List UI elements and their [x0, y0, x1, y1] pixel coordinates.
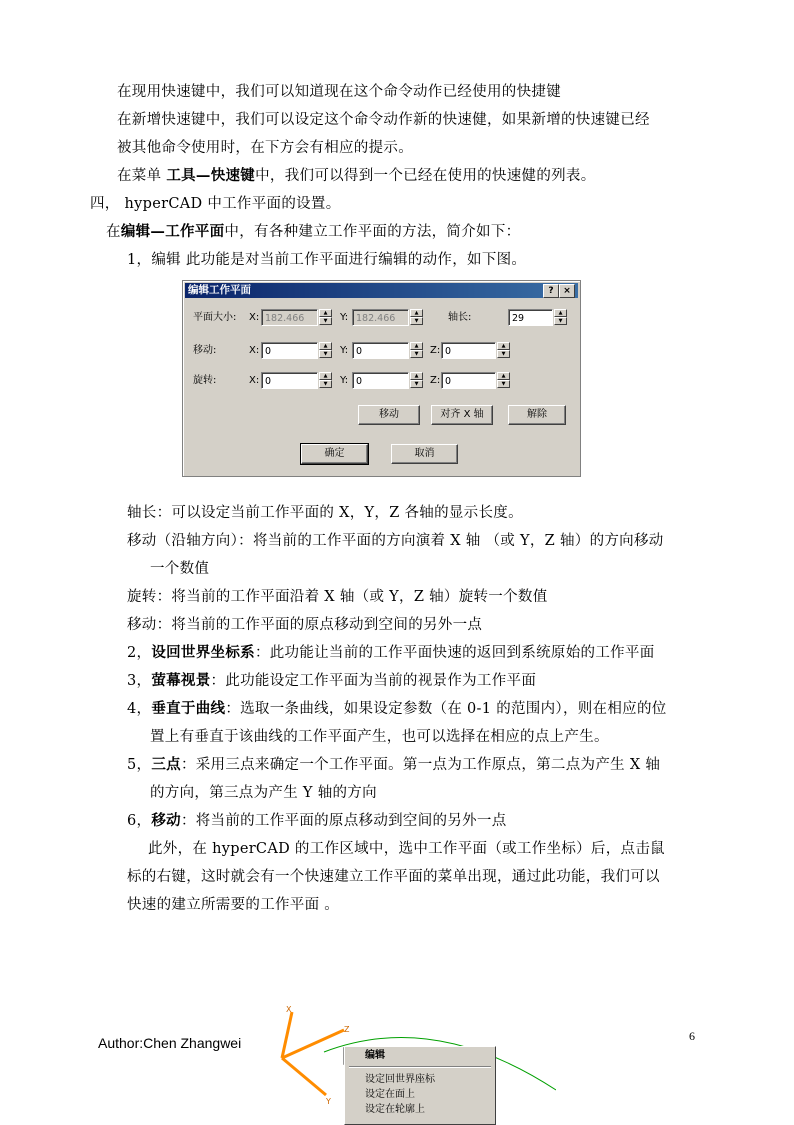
list-item [127, 671, 536, 691]
y-label: Y: [340, 312, 349, 323]
item-term: 移动 [151, 812, 181, 829]
item-term: 三点 [151, 756, 181, 773]
paragraph: 旋转：将当前的工作平面沿着 X 轴（或 Y，Z 轴）旋转一个数值 [127, 589, 548, 605]
menu-path: 编辑—工作平面 [120, 223, 225, 240]
plane-size-x-field[interactable]: 182.466 [261, 309, 318, 326]
menu-item-on-surface[interactable]: 设定在面上 [365, 1089, 415, 1100]
y-label: Y: [340, 375, 349, 386]
item-text: ：选取一条曲线，如果设定参数（在 0-1 的范围内），则在相应的位 [225, 701, 667, 717]
item-text: ：此功能让当前的工作平面快速的返回到系统原始的工作平面 [254, 645, 655, 661]
move-z-spinner[interactable]: ▲ ▼ [497, 342, 510, 359]
move-y-field[interactable]: 0 [352, 342, 409, 359]
paragraph: 1，编辑 此功能是对当前工作平面进行编辑的动作，如下图。 [127, 252, 527, 268]
menu-item-reset-world[interactable]: 设定回世界座标 [365, 1074, 435, 1085]
paragraph: 此外，在 hyperCAD 的工作区域中，选中工作平面（或工作坐标）后，点击鼠 [148, 841, 665, 857]
cancel-button[interactable]: 取消 [391, 444, 458, 464]
rotate-label: 旋转: [193, 375, 217, 386]
menu-item-on-contour[interactable]: 设定在轮廓上 [365, 1104, 425, 1115]
paragraph: 在新增快速键中，我们可以设定这个命令动作新的快速健，如果新增的快速键已经 [117, 112, 650, 128]
axis-length-label: 轴长: [448, 312, 472, 323]
paragraph: 移动（沿轴方向）：将当前的工作平面的方向演着 X 轴 （或 Y，Z 轴）的方向移动 [127, 533, 664, 549]
paragraph: 标的右键，这时就会有一个快速建立工作平面的菜单出现，通过此功能，我们可以 [127, 869, 660, 885]
ok-button[interactable]: 确定 [301, 444, 368, 464]
y-axis-line [282, 1058, 326, 1095]
paragraph: 在现用快速键中，我们可以知道现在这个命令动作已经使用的快捷键 [117, 84, 561, 100]
paragraph: 移动：将当前的工作平面的原点移动到空间的另外一点 [127, 617, 483, 633]
z-axis-line [282, 1030, 344, 1058]
align-x-button[interactable]: 对齐 X 轴 [431, 405, 493, 425]
text: 在菜单 [117, 168, 167, 184]
paragraph: 轴长：可以设定当前工作平面的 X，Y，Z 各轴的显示长度。 [127, 505, 523, 521]
text: 中，我们可以得到一个已经在使用的快速健的列表。 [255, 168, 596, 184]
axis-length-field[interactable]: 29 [508, 309, 553, 326]
item-number: 4， [127, 701, 152, 717]
x-label: X: [249, 375, 260, 386]
item-number: 5， [127, 757, 152, 773]
plane-size-y-spinner[interactable]: ▲ ▼ [410, 309, 423, 326]
item-term: 垂直于曲线 [151, 700, 226, 717]
context-menu-screenshot [264, 1000, 556, 1123]
move-z-field[interactable]: 0 [441, 342, 496, 359]
text: 中，有各种建立工作平面的方法，简介如下： [224, 224, 521, 240]
z-label: Z: [430, 345, 441, 356]
plane-size-y-field[interactable]: 182.466 [352, 309, 409, 326]
move-x-field[interactable]: 0 [261, 342, 318, 359]
item-number: 3， [127, 673, 152, 689]
menu-separator [349, 1066, 491, 1068]
plane-size-x-spinner[interactable]: ▲ ▼ [319, 309, 332, 326]
item-number: 2， [127, 645, 152, 661]
y-label: Y: [340, 345, 349, 356]
paragraph: 被其他命令使用时，在下方会有相应的提示。 [117, 140, 413, 156]
paragraph: 置上有垂直于该曲线的工作平面产生，也可以选择在相应的点上产生。 [150, 729, 609, 745]
move-button[interactable]: 移动 [358, 405, 420, 425]
axis-length-spinner[interactable]: ▲ ▼ [554, 309, 567, 326]
release-button[interactable]: 解除 [508, 405, 566, 425]
item-term: 设回世界坐标系 [151, 644, 255, 661]
plane-size-label: 平面大小: [193, 312, 237, 323]
paragraph [106, 222, 520, 242]
x-label: X: [249, 312, 260, 323]
help-button[interactable]: ? [543, 284, 559, 298]
paragraph: 一个数值 [150, 561, 210, 577]
rotate-x-field[interactable]: 0 [261, 372, 318, 389]
dialog-title: 编辑工作平面 [188, 284, 251, 296]
author-footer: Author:Chen Zhangwei [98, 1035, 242, 1051]
move-x-spinner[interactable]: ▲ ▼ [319, 342, 332, 359]
section-heading: 四， hyperCAD 中工作平面的设置。 [90, 196, 341, 212]
menu-path: 工具—快速键 [166, 167, 256, 184]
close-button[interactable]: × [559, 284, 575, 298]
item-text: ：将当前的工作平面的原点移动到空间的另外一点 [180, 813, 507, 829]
dialog-titlebar [185, 283, 578, 298]
y-axis-label: Y [326, 1097, 331, 1106]
edit-workplane-dialog [182, 280, 581, 477]
text: 在 [106, 224, 121, 240]
menu-title: 编辑 [365, 1050, 385, 1061]
item-text: ：采用三点来确定一个工作平面。第一点为工作原点，第二点为产生 X 轴 [180, 757, 661, 773]
item-number: 6， [127, 813, 152, 829]
paragraph: 快速的建立所需要的工作平面 。 [127, 897, 340, 913]
rotate-z-field[interactable]: 0 [441, 372, 496, 389]
move-label: 移动: [193, 345, 217, 356]
list-item [127, 643, 655, 663]
page-number: 6 [689, 1029, 695, 1043]
z-axis-label: Z [344, 1025, 350, 1034]
paragraph [117, 166, 596, 186]
x-axis-line [282, 1012, 292, 1058]
paragraph: 的方向，第三点为产生 Y 轴的方向 [150, 785, 377, 801]
rotate-y-field[interactable]: 0 [352, 372, 409, 389]
x-axis-label: X [286, 1005, 292, 1014]
x-label: X: [249, 345, 260, 356]
item-text: ：此功能设定工作平面为当前的视景作为工作平面 [210, 673, 537, 689]
z-label: Z: [430, 375, 441, 386]
list-item [127, 811, 507, 831]
item-term: 萤幕视景 [151, 672, 211, 689]
move-y-spinner[interactable]: ▲ ▼ [410, 342, 423, 359]
list-item [127, 755, 660, 775]
rotate-y-spinner[interactable]: ▲ ▼ [410, 372, 423, 389]
rotate-z-spinner[interactable]: ▲ ▼ [497, 372, 510, 389]
rotate-x-spinner[interactable]: ▲ ▼ [319, 372, 332, 389]
list-item [127, 699, 667, 719]
context-menu [344, 1046, 496, 1125]
